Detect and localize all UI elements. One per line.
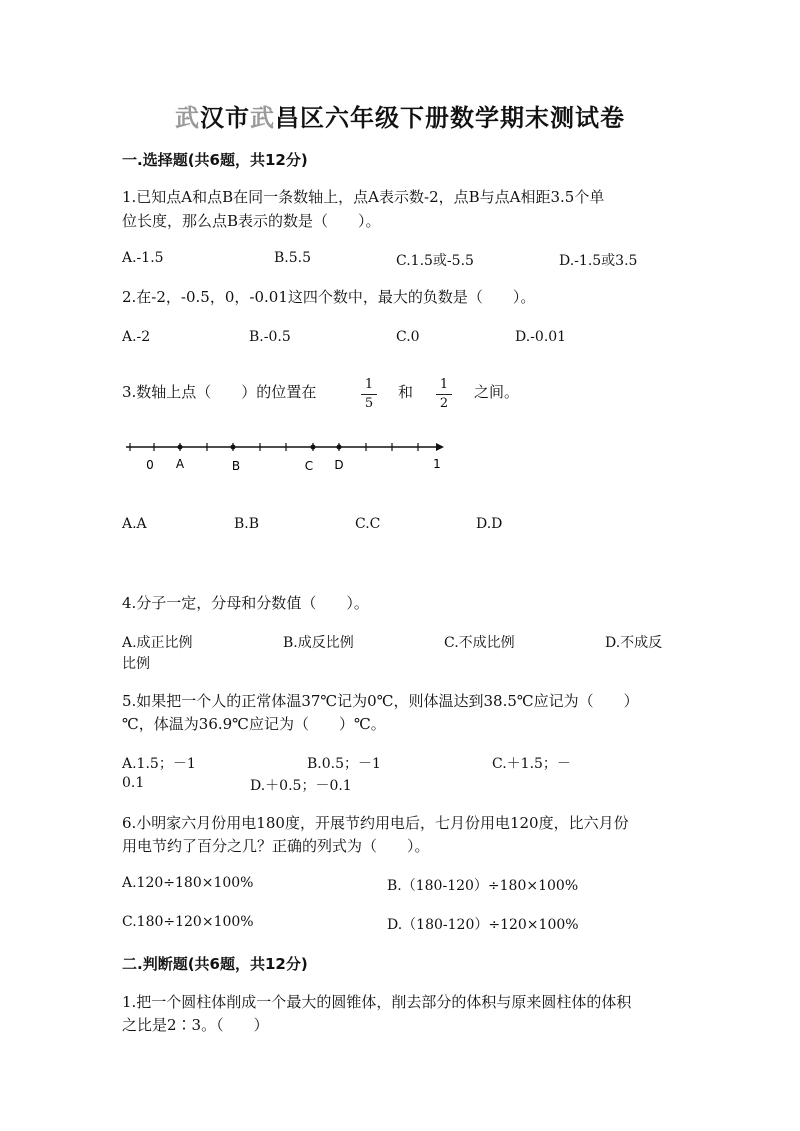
fraction-one-half-denominator: 2 (439, 396, 449, 411)
question-4-option-d-wrap: 比例 (122, 656, 150, 672)
title-faded-char-2: 武 (250, 104, 275, 132)
question-2-line-1: 2.在-2，-0.5，0，-0.01这四个数中，最大的负数是（ ）。 (122, 288, 536, 306)
question-1-line-1: 1.已知点A和点B在同一条数轴上，点A表示数-2，点B与点A相距3.5个单 (122, 188, 605, 206)
title-part-2: 昌区六年级下册数学期末测试卷 (275, 104, 625, 132)
fraction-one-fifth (361, 377, 377, 412)
question-2-option-b[interactable]: B.-0.5 (249, 329, 291, 345)
fraction-one-fifth-numerator: 1 (364, 377, 374, 392)
label-c: C (304, 459, 314, 473)
section-heading-judgement: 二.判断题(共6题，共12分) (122, 955, 308, 973)
label-b: B (231, 459, 241, 473)
title-faded-char-1: 武 (175, 104, 200, 132)
question-1-option-b[interactable]: B.5.5 (274, 250, 312, 266)
question-6-option-c[interactable]: C.180÷120×100% (122, 914, 254, 930)
fraction-one-fifth-denominator: 5 (364, 396, 374, 411)
question-3-option-d[interactable]: D.D (476, 516, 503, 532)
question-4-option-c[interactable]: C.不成比例 (444, 635, 515, 651)
fraction-bar (436, 394, 452, 395)
question-6-option-b[interactable]: B.（180-120）÷180×100% (387, 878, 579, 894)
question-4-option-d[interactable]: D.不成反 (605, 635, 663, 651)
question-3-prefix: 3.数轴上点（ ）的位置在 (122, 383, 317, 401)
label-d: D (334, 458, 344, 472)
question-1-line-2: 位长度，那么点B表示的数是（ ）。 (122, 212, 381, 230)
question-3-option-c[interactable]: C.C (355, 516, 381, 532)
number-line (120, 435, 460, 480)
point-d-dot (337, 445, 342, 450)
fraction-one-half (436, 377, 452, 412)
number-line-arrow (436, 443, 444, 451)
question-6-option-a[interactable]: A.120÷180×100% (122, 875, 254, 891)
question-5-option-c-wrap: 0.1 (122, 775, 145, 791)
title-part-1: 汉市 (200, 104, 250, 132)
question-4-option-a[interactable]: A.成正比例 (122, 635, 193, 651)
question-6-line-1: 6.小明家六月份用电180度，开展节约用电后，七月份用电120度，比六月份 (122, 814, 629, 832)
label-zero: 0 (146, 458, 154, 472)
question-5-option-a[interactable]: A.1.5；－1 (122, 756, 196, 772)
question-5-line-1: 5.如果把一个人的正常体温37℃记为0℃，则体温达到38.5℃应记为（ ） (122, 692, 639, 710)
label-one: 1 (433, 457, 441, 471)
fraction-one-half-numerator: 1 (439, 377, 449, 392)
question-4-line-1: 4.分子一定，分母和分数值（ ）。 (122, 594, 369, 612)
judgement-1-line-1: 1.把一个圆柱体削成一个最大的圆锥体，削去部分的体积与原来圆柱体的体积 (122, 993, 632, 1011)
question-3-option-b[interactable]: B.B (234, 516, 260, 532)
question-3-and: 和 (398, 383, 414, 401)
question-1-option-c[interactable]: C.1.5或-5.5 (396, 253, 474, 269)
question-1-option-d[interactable]: D.-1.5或3.5 (559, 253, 638, 269)
fraction-bar (361, 394, 377, 395)
question-3-suffix: 之间。 (474, 383, 520, 401)
question-6-line-2: 用电节约了百分之几？正确的列式为（ ）。 (122, 837, 430, 855)
section-heading-choice: 一.选择题(共6题，共12分) (122, 151, 308, 169)
point-b-dot (231, 445, 236, 450)
question-3-option-a[interactable]: A.A (122, 516, 147, 532)
question-1-option-a[interactable]: A.-1.5 (122, 250, 164, 266)
question-6-option-d[interactable]: D.（180-120）÷120×100% (387, 917, 579, 933)
point-c-dot (311, 445, 316, 450)
judgement-1-line-2: 之比是2∶3。（ ） (122, 1016, 269, 1034)
question-5-line-2: ℃，体温为36.9℃应记为（ ）℃。 (122, 715, 386, 733)
question-2-option-a[interactable]: A.-2 (122, 329, 151, 345)
question-2-option-d[interactable]: D.-0.01 (515, 329, 567, 345)
question-4-option-b[interactable]: B.成反比例 (283, 635, 354, 651)
question-2-option-c[interactable]: C.0 (396, 329, 420, 345)
page-title (0, 98, 800, 133)
question-5-option-b[interactable]: B.0.5；－1 (307, 756, 381, 772)
point-a-dot (178, 445, 183, 450)
question-5-option-d[interactable]: D.＋0.5；－0.1 (250, 778, 352, 794)
question-5-option-c[interactable]: C.＋1.5；－ (492, 756, 571, 772)
label-a: A (175, 457, 185, 471)
